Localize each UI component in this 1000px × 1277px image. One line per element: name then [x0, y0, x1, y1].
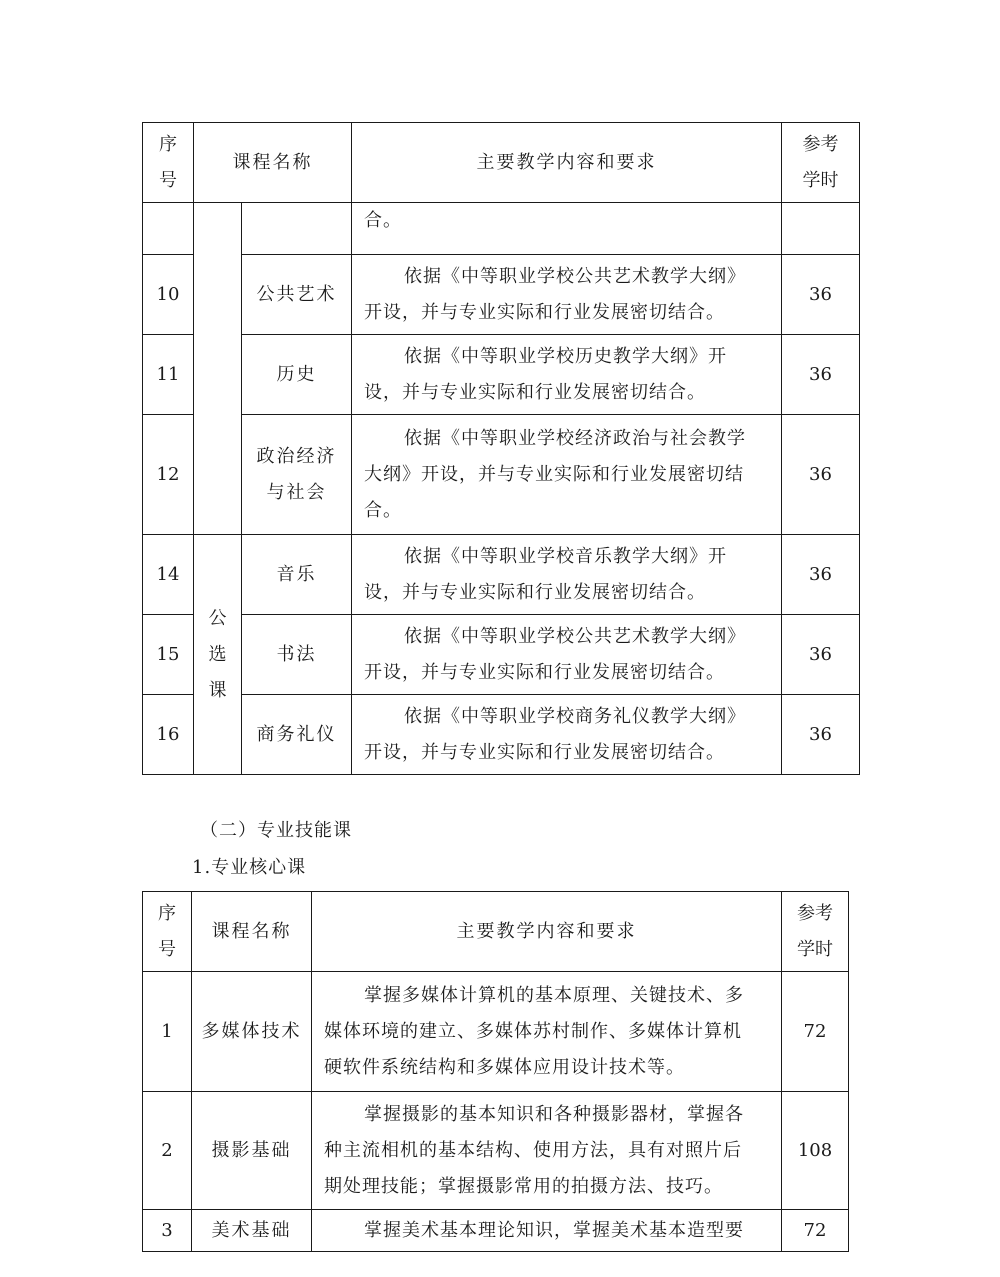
seq-cell: 2: [143, 1092, 192, 1210]
seq-cell: 1: [143, 972, 192, 1092]
section-heading: （二）专业技能课: [200, 820, 352, 841]
public-courses-table: [142, 122, 860, 775]
hours-cell: 36: [782, 615, 860, 695]
course-name-cell: 音乐: [242, 535, 352, 615]
table-row: [143, 255, 860, 335]
content-cell: 依据《中等职业学校历史教学大纲》开 设，并与专业实际和行业发展密切结合。: [352, 335, 782, 415]
table-row: [143, 695, 860, 775]
hours-cell: 36: [782, 415, 860, 535]
course-name-cell: 摄影基础: [192, 1092, 312, 1210]
header-content: 主要教学内容和要求: [312, 892, 782, 972]
hours-cell: 72: [782, 972, 849, 1092]
content-cell: 依据《中等职业学校公共艺术教学大纲》 开设，并与专业实际和行业发展密切结合。: [352, 615, 782, 695]
seq-cell: 3: [143, 1210, 192, 1252]
hours-cell: 36: [782, 535, 860, 615]
content-cell: 依据《中等职业学校音乐教学大纲》开 设，并与专业实际和行业发展密切结合。: [352, 535, 782, 615]
core-courses-table: [142, 891, 849, 1252]
header-seq: 序 号: [143, 123, 194, 203]
course-name-cell: [242, 203, 352, 255]
course-name-cell: 公共艺术: [242, 255, 352, 335]
seq-cell: 11: [143, 335, 194, 415]
table-row: [143, 972, 849, 1092]
header-course-name: 课程名称: [192, 892, 312, 972]
seq-cell: 12: [143, 415, 194, 535]
content-cell: 依据《中等职业学校经济政治与社会教学 大纲》开设，并与专业实际和行业发展密切结 合。: [352, 415, 782, 535]
hours-cell: 36: [782, 695, 860, 775]
course-name-cell: 历史: [242, 335, 352, 415]
header-seq: 序 号: [143, 892, 192, 972]
hours-cell: [782, 203, 860, 255]
course-name-cell: 多媒体技术: [192, 972, 312, 1092]
seq-cell: 16: [143, 695, 194, 775]
header-hours: 参考 学时: [782, 123, 860, 203]
content-cell: 掌握摄影的基本知识和各种摄影器材，掌握各 种主流相机的基本结构、使用方法，具有对照片后 期处理技能；掌握摄影常用的拍摄方法、技巧。: [312, 1092, 782, 1210]
table-row: [143, 615, 860, 695]
table-row: [143, 1092, 849, 1210]
hours-cell: 36: [782, 335, 860, 415]
group-cell-required: [194, 203, 242, 535]
table-row: [143, 1210, 849, 1252]
hours-cell: 72: [782, 1210, 849, 1252]
content-cell: 依据《中等职业学校公共艺术教学大纲》 开设，并与专业实际和行业发展密切结合。: [352, 255, 782, 335]
table-header-row: [143, 892, 849, 972]
header-hours: 参考 学时: [782, 892, 849, 972]
content-cell: 掌握美术基本理论知识，掌握美术基本造型要: [312, 1210, 782, 1252]
hours-cell: 36: [782, 255, 860, 335]
content-cell: 合。: [352, 203, 782, 255]
table-row: [143, 203, 860, 255]
seq-cell: [143, 203, 194, 255]
content-cell: 掌握多媒体计算机的基本原理、关键技术、多 媒体环境的建立、多媒体苏村制作、多媒体计算机 硬软件系统结构和多媒体应用设计技术等。: [312, 972, 782, 1092]
table-row: [143, 335, 860, 415]
course-name-cell: 书法: [242, 615, 352, 695]
header-course-name: 课程名称: [194, 123, 352, 203]
table-row: [143, 415, 860, 535]
table-row: [143, 535, 860, 615]
table-header-row: [143, 123, 860, 203]
course-name-cell: 商务礼仪: [242, 695, 352, 775]
seq-cell: 14: [143, 535, 194, 615]
seq-cell: 10: [143, 255, 194, 335]
seq-cell: 15: [143, 615, 194, 695]
subsection-heading: 1.专业核心课: [192, 857, 307, 878]
header-content: 主要教学内容和要求: [352, 123, 782, 203]
course-name-cell: 美术基础: [192, 1210, 312, 1252]
group-cell-elective: 公 选 课: [194, 535, 242, 775]
content-cell: 依据《中等职业学校商务礼仪教学大纲》 开设，并与专业实际和行业发展密切结合。: [352, 695, 782, 775]
hours-cell: 108: [782, 1092, 849, 1210]
course-name-cell: 政治经济 与社会: [242, 415, 352, 535]
